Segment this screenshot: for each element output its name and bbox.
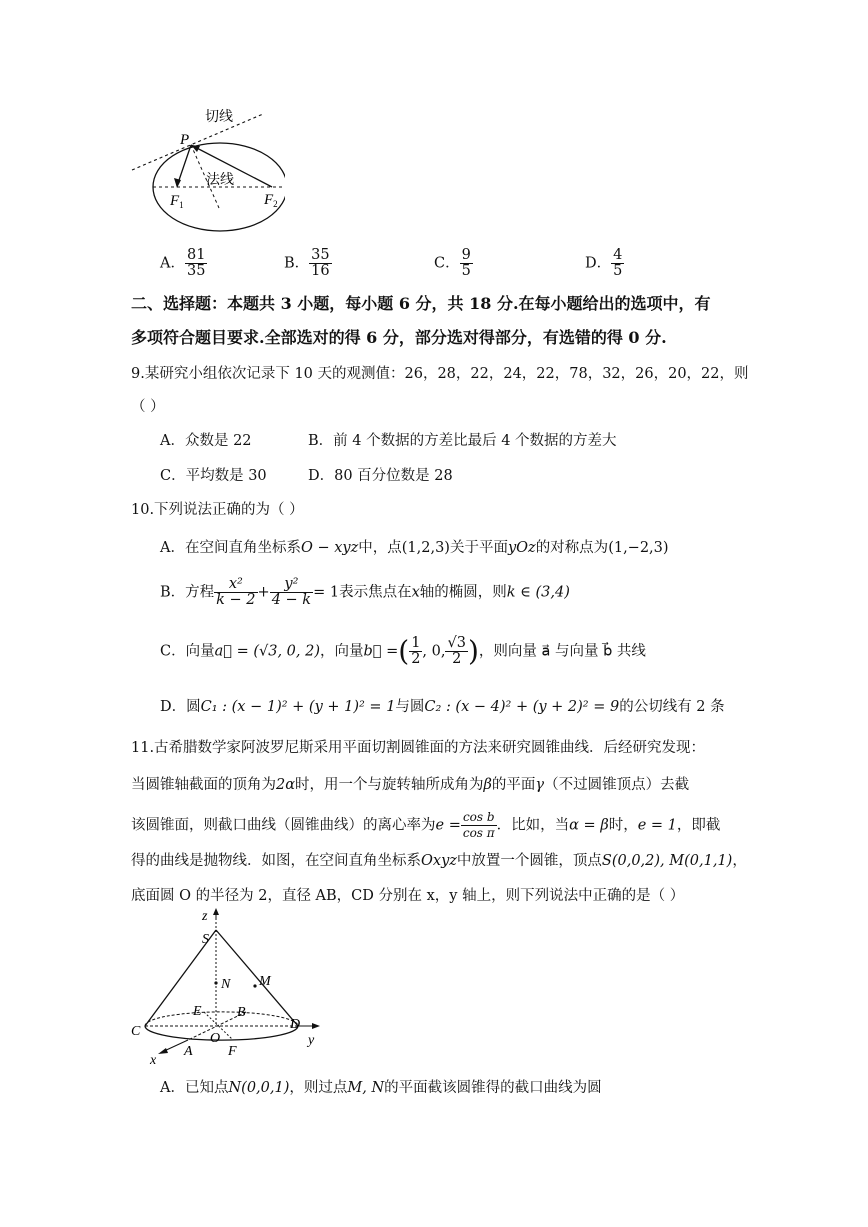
q10-option-d: D．圆C₁ : (x − 1)² + (y + 1)² = 1与圆C₂ : (x − 4)² + (y + 2)² = 9的公切线有 2 条	[160, 699, 725, 715]
label-c: C	[131, 1024, 141, 1039]
label-n: N	[221, 977, 231, 992]
q10-option-c: C．向量a⃗ = (√3, 0, 2)，向量b⃗ =( $\frac{1}{2}$ , 0, $\frac{√3}{2}$ )，则向量 a⃗ 与向量 b⃗ 共线	[160, 634, 646, 668]
section2-line2: 多项符合题目要求.全部选对的得 6 分，部分选对得部分，有选错的得 0 分.	[131, 328, 667, 347]
cone-figure	[128, 908, 333, 1068]
q9-option-c: C．平均数是 30	[160, 468, 267, 484]
q10-option-a: A．在空间直角坐标系O − xyz中，点(1,2,3)关于平面yOz的对称点为(1,−2,3)	[160, 540, 669, 556]
q9-stem: 9.某研究小组依次记录下 10 天的观测值：26，28，22，24，22，78，32，26，20，22，则	[131, 366, 749, 382]
q8-option-d: D． $\frac{4}{5}$	[585, 247, 623, 279]
q9-option-d: D．80 百分位数是 28	[308, 468, 453, 484]
q8-option-b: B． $\frac{35}{16}$	[284, 247, 330, 279]
q9-option-a: A．众数是 22	[160, 433, 252, 449]
label-x: x	[150, 1053, 157, 1068]
q10-option-b: B．方程 $\frac{\text{x²}}{k - 2}$ + $\frac{\text{y²}}{4 - k}$ = 1表示焦点在x轴的椭圆，则k ∈ (3,4)	[160, 576, 570, 608]
section2-line1: 二、选择题：本题共 3 小题，每小题 6 分，共 18 分.在每小题给出的选项中，有	[131, 294, 711, 313]
q8-option-a: A． $\frac{81}{35}$	[160, 247, 206, 279]
label-f: F	[228, 1044, 237, 1059]
q11-line1: 11.古希腊数学家阿波罗尼斯采用平面切割圆锥面的方法来研究圆锥曲线．后经研究发现：	[131, 740, 706, 756]
label-b: B	[237, 1005, 246, 1020]
point-p-label: P	[180, 132, 190, 148]
q10-stem: 10.下列说法正确的为（ ）	[131, 502, 304, 518]
q9-stem-bracket: （ ）	[131, 399, 165, 415]
q11-line3: 该圆锥面，则截口曲线（圆锥曲线）的离心率为e = $\frac{\text{cos b}}{\text{cos π}}$ ．比如，当α = β时，e = 1，即截	[131, 810, 721, 840]
tangent-label: 切线	[205, 110, 233, 125]
label-z: z	[202, 909, 208, 924]
label-d: D	[290, 1017, 301, 1032]
label-y: y	[308, 1033, 315, 1048]
ellipse-figure	[125, 100, 285, 250]
label-a: A	[184, 1044, 193, 1059]
label-e: E	[193, 1004, 202, 1019]
q11-line5: 底面圆 O 的半径为 2，直径 AB，CD 分别在 x，y 轴上，则下列说法中正确的是（ ）	[131, 888, 685, 904]
normal-label: 法线	[206, 173, 234, 188]
q8-option-c: C． $\frac{9}{5}$	[434, 247, 471, 279]
q11-line4: 得的曲线是抛物线．如图，在空间直角坐标系Oxyz中放置一个圆锥，顶点S(0,0,2), M(0,1,1)，	[131, 853, 747, 869]
label-m: M	[259, 974, 271, 989]
q9-option-b: B．前 4 个数据的方差比最后 4 个数据的方差大	[308, 433, 617, 449]
label-s: S	[202, 932, 209, 947]
focus-f1-label: $F_1$	[170, 193, 184, 210]
focus-f2-label: $F_2$	[264, 192, 278, 209]
q11-line2: 当圆锥轴截面的顶角为2α时，用一个与旋转轴所成角为β的平面γ（不过圆锥顶点）去截	[131, 777, 690, 793]
label-o: O	[210, 1031, 221, 1046]
q11-option-a: A．已知点N(0,0,1)，则过点M, N的平面截该圆锥得的截口曲线为圆	[160, 1080, 602, 1096]
